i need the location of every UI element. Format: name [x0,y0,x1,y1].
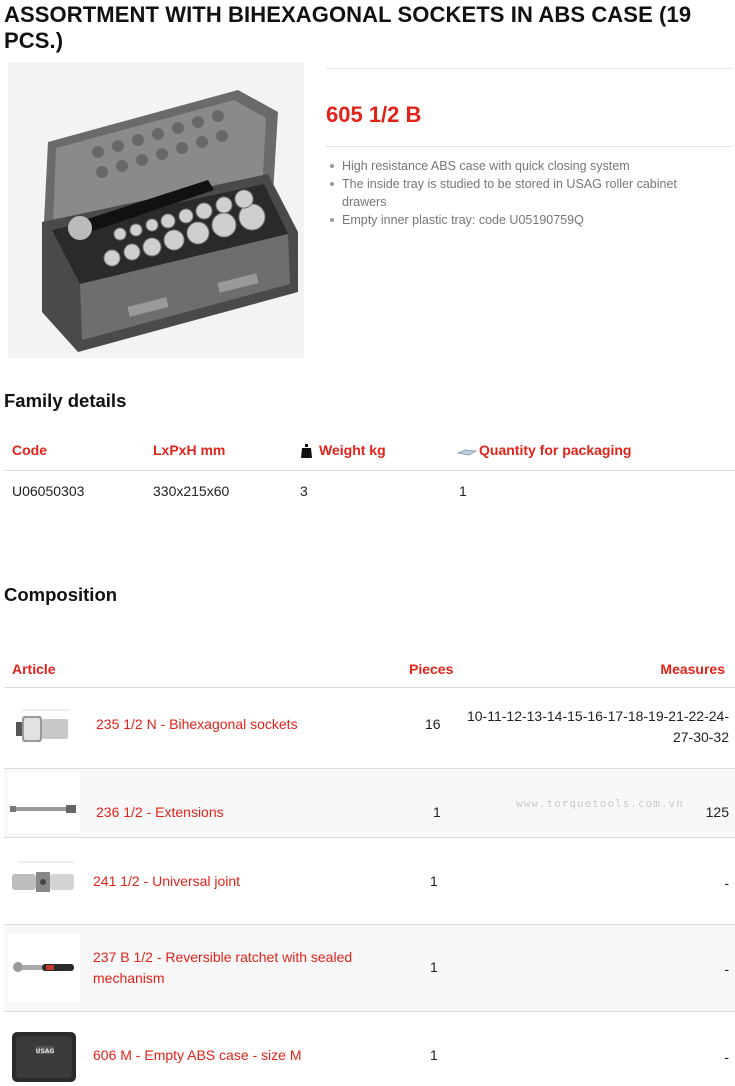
measures-value: - [724,961,729,977]
cell-weight: 3 [300,483,308,499]
page-title: ASSORTMENT WITH BIHEXAGONAL SOCKETS IN ABS CASE (19 PCS.) [4,2,692,53]
measures-value: - [724,1049,729,1065]
weight-icon [301,444,312,460]
pieces-value: 16 [425,716,441,732]
table-row [4,769,735,838]
table-row [4,838,735,925]
measures-value: 10-11-12-13-14-15-16-17-18-19-21-22-24-27-30-32 [466,708,729,745]
universal-joint-icon [8,848,80,916]
table-row [4,925,735,1012]
ratchet-icon [8,933,80,1001]
composition-table [4,650,735,1086]
abs-case-icon [8,1022,80,1086]
column-header-weight: Weight kg [319,442,386,458]
cell-qty: 1 [459,483,467,499]
pieces-value: 1 [430,1047,438,1063]
feature-list [326,157,716,229]
feature-item: High resistance ABS case with quick closing system [326,157,716,175]
pieces-value: 1 [430,959,438,975]
pieces-value: 1 [433,804,441,820]
packaging-icon [457,447,477,456]
article-link[interactable]: 241 1/2 - Universal joint [93,873,241,889]
column-header-qty: Quantity for packaging [479,442,632,458]
extension-bar-icon [8,773,80,833]
column-header-article: Article [12,661,56,677]
column-header-pieces: Pieces [409,661,454,677]
socket-icon [8,694,80,762]
pieces-value: 1 [430,873,438,889]
composition-heading: Composition [4,584,118,605]
table-row [4,1012,735,1086]
column-header-measures: Measures [660,661,725,677]
feature-item: The inside tray is studied to be stored in USAG roller cabinet drawers [326,175,716,211]
article-link[interactable]: 236 1/2 - Extensions [96,804,224,820]
svg-text:USAG: USAG [35,1048,55,1055]
article-link[interactable]: 235 1/2 N - Bihexagonal sockets [96,716,298,732]
product-image [8,62,304,358]
table-row [4,688,735,769]
table-header [4,430,735,471]
cell-code: U06050303 [12,483,85,499]
product-code: 605 1/2 B [326,102,422,127]
measures-value: - [724,875,729,891]
divider [326,68,732,69]
feature-item: Empty inner plastic tray: code U05190759Q [326,211,716,229]
family-details-table [4,430,735,511]
divider [326,146,732,147]
article-link[interactable]: 237 B 1/2 - Reversible ratchet with sealed mechanism [93,949,353,986]
column-header-code: Code [12,442,47,458]
family-details-heading: Family details [4,390,127,411]
watermark-text: www.torquetools.com.vn [516,797,684,810]
measures-value: 125 [705,804,729,820]
cell-dims: 330x215x60 [153,483,230,499]
table-row [4,471,735,511]
article-link[interactable]: 606 M - Empty ABS case - size M [93,1047,302,1063]
table-header [4,650,735,688]
column-header-dims: LxPxH mm [153,442,226,458]
